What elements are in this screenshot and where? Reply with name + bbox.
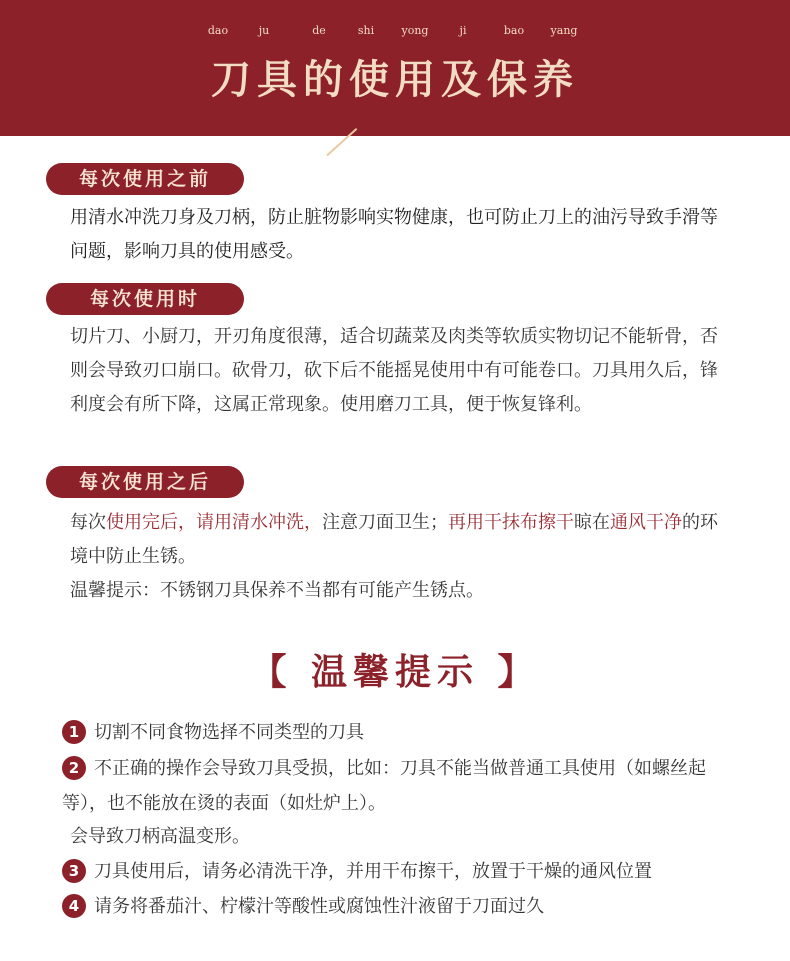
tip-item — [62, 890, 742, 924]
tip-text: 不正确的操作会导致刀具受损，比如：刀具不能当做普通工具使用（如螺丝起等），也不能放在烫的表面（如灶炉上）。 — [62, 758, 706, 814]
header-banner — [0, 0, 790, 136]
page-title: 刀具的使用及保养 — [211, 56, 579, 103]
tip-2-continuation: 会导致刀柄高温变形。 — [70, 826, 250, 847]
pinyin-dao: dao — [207, 24, 229, 37]
section-text-before-use: 用清水冲洗刀身及刀柄，防止脏物影响实物健康，也可防止刀上的油污导致手滑等问题，影响刀具的使用感受。 — [70, 207, 718, 262]
section-label-before-use: 每次使用之前 — [46, 163, 244, 195]
tip-item — [62, 716, 742, 750]
pinyin-ju: ju — [258, 24, 270, 37]
tip-number-badge: 1 — [62, 720, 86, 744]
section-text-during-use: 切片刀、小厨刀，开刃角度很薄，适合切蔬菜及肉类等软质实物切记不能斩骨，否则会导致刃口崩口。砍骨刀，砍下后不能摇晃使用中有可能卷口。刀具用久后，锋利度会有所下降，这属正常现象。使用磨刀工具，便于恢复锋利。 — [70, 326, 718, 415]
after-text-part: 的环境中防止生锈。 — [70, 512, 718, 567]
section-label-during-use: 每次使用时 — [46, 283, 244, 315]
section-label-after-use: 每次使用之后 — [46, 466, 244, 498]
after-text-part: 注意刀面卫生； — [322, 512, 448, 533]
pinyin-ji: ji — [459, 24, 467, 37]
after-text-part: 晾在 — [574, 512, 610, 533]
pinyin-yong: yong — [401, 24, 429, 37]
tip-number-badge: 2 — [62, 756, 86, 780]
tip-text: 刀具使用后，请务必清洗干净，并用干布擦干，放置于干燥的通风位置 — [94, 861, 652, 882]
tip-text: 请务将番茄汁、柠檬汁等酸性或腐蚀性汁液留于刀面过久 — [94, 896, 544, 917]
pinyin-bao: bao — [503, 24, 525, 37]
pinyin-yang: yang — [550, 24, 578, 37]
after-highlight-ventilated: 通风干净 — [610, 512, 682, 533]
section-text-after-use — [70, 506, 735, 574]
tip-item — [62, 855, 742, 889]
pinyin-row — [0, 24, 790, 42]
tip-number-badge: 4 — [62, 894, 86, 918]
after-text-part: 每次 — [70, 512, 106, 533]
after-highlight-dry: 再用干抹布擦干 — [448, 512, 574, 533]
after-highlight-rinse: 使用完后，请用清水冲洗， — [106, 512, 322, 533]
tip-text: 切割不同食物选择不同类型的刀具 — [94, 722, 364, 743]
tip-item — [62, 751, 722, 821]
after-warm-tip: 温馨提示：不锈钢刀具保养不当都有可能产生锈点。 — [70, 580, 484, 601]
pinyin-shi: shi — [357, 24, 375, 37]
notice-title: 【 温馨提示 】 — [250, 651, 540, 693]
tip-number-badge: 3 — [62, 859, 86, 883]
pinyin-de: de — [312, 24, 326, 37]
